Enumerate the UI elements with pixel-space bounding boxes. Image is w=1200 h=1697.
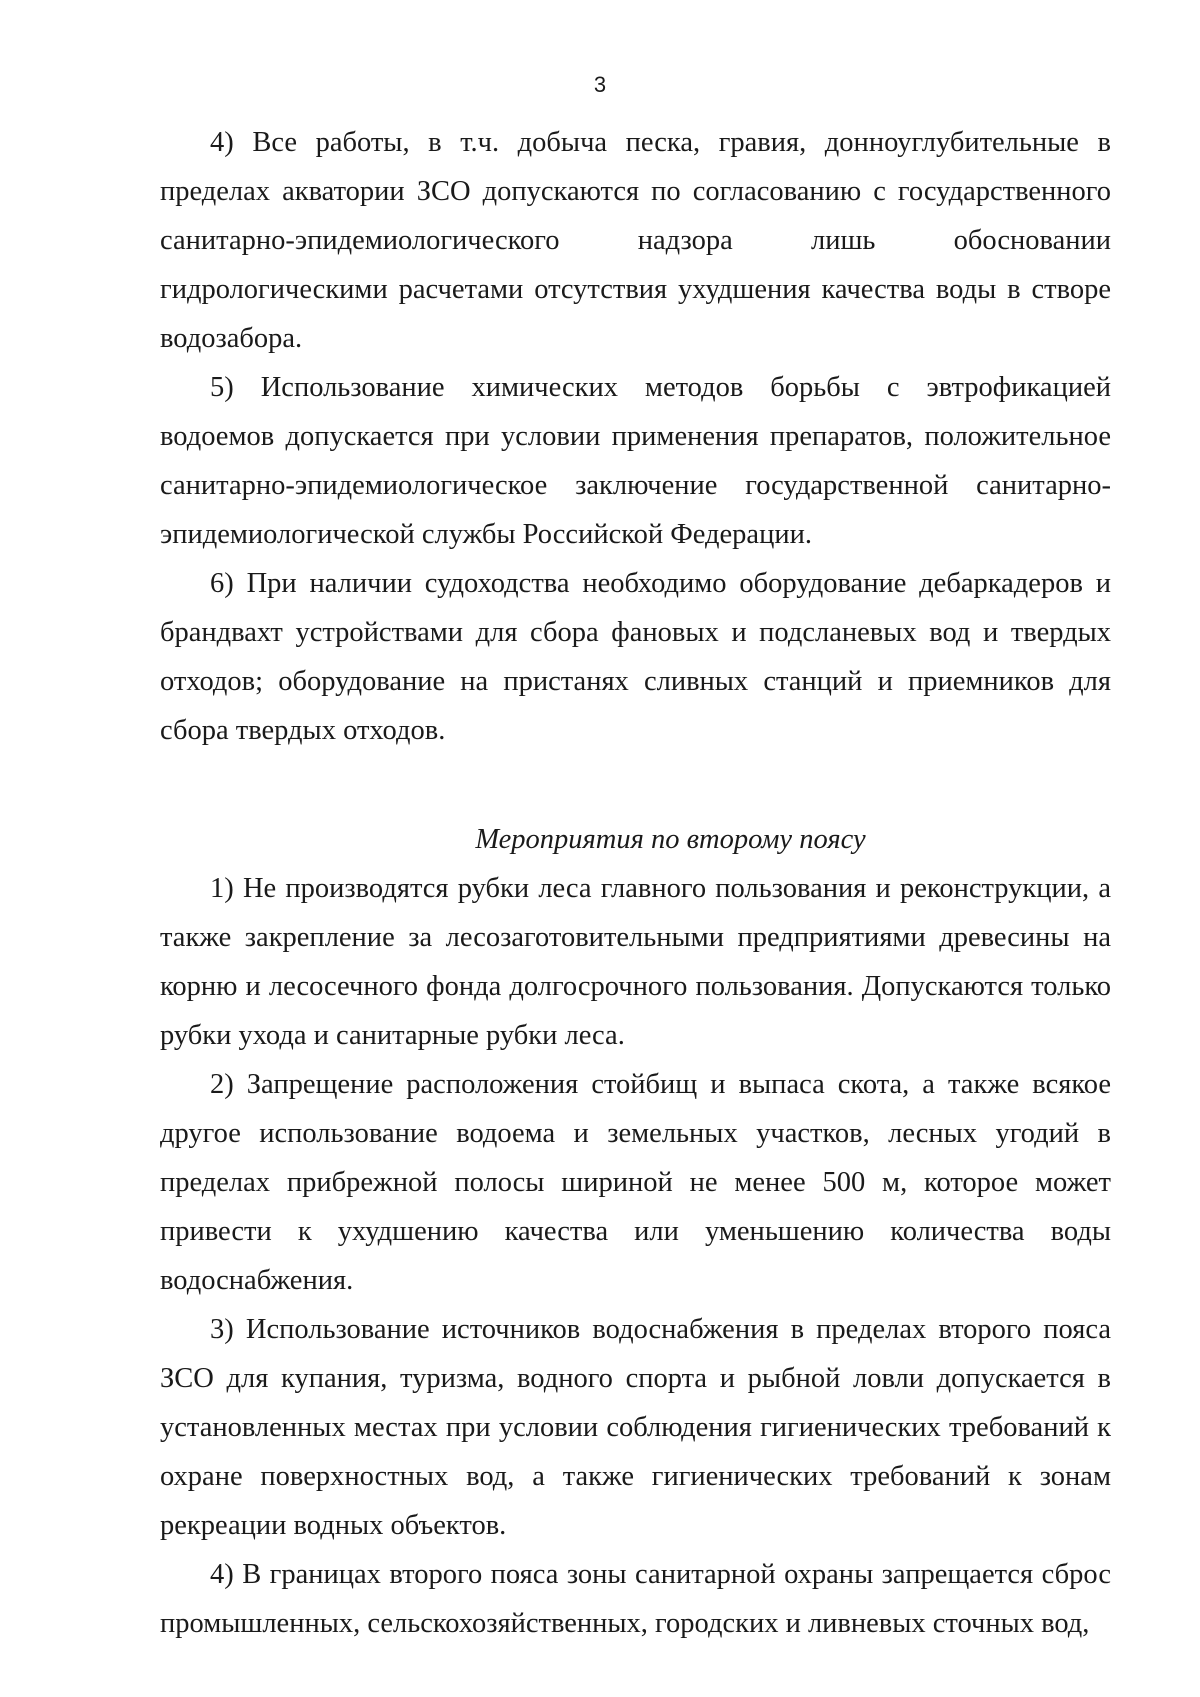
section-heading: Мероприятия по второму поясу: [475, 824, 866, 855]
paragraph-section1-item4: 4) Все работы, в т.ч. добыча песка, гравия, донноуглубительные в пределах акватории ЗСО допускаются по согласованию с государственного санитарно-эпидемиологического надзора лишь обосновании гидрологическими расчетами отсутствия ухудшения качества воды в створе водозабора.: [160, 127, 1111, 354]
section-spacer: [160, 755, 1111, 815]
paragraph-section2-item1: 1) Не производятся рубки леса главного пользования и реконструкции, а также закрепление за лесозаготовительными предприятиями древесины на корню и лесосечного фонда долгосрочного пользования. Допускаются только рубки ухода и санитарные рубки леса.: [160, 873, 1111, 1051]
paragraph-section1-item6: 6) При наличии судоходства необходимо оборудование дебаркадеров и брандвахт устройствами для сбора фановых и подсланевых вод и твердых отходов; оборудование на пристанях сливных станций и приемников для сбора твердых отходов.: [160, 568, 1111, 746]
document-body: [160, 118, 1111, 1648]
page-number: 3: [593, 72, 607, 97]
paragraph-section2-item2: 2) Запрещение расположения стойбищ и выпаса скота, а также всякое другое использование водоема и земельных участков, лесных угодий в пределах прибрежной полосы шириной не менее 500 м, которое может привести к ухудшению качества или уменьшению количества воды водоснабжения.: [160, 1069, 1111, 1296]
paragraph-section2-item3: 3) Использование источников водоснабжения в пределах второго пояса ЗСО для купания, туризма, водного спорта и рыбной ловли допускается в установленных местах при условии соблюдения гигиенических требований к охране поверхностных вод, а также гигиенических требований к зонам рекреации водных объектов.: [160, 1314, 1111, 1541]
paragraph-section2-item4: 4) В границах второго пояса зоны санитарной охраны запрещается сброс промышленных, сельскохозяйственных, городских и ливневых сточных вод,: [160, 1559, 1111, 1639]
paragraph-section1-item5: 5) Использование химических методов борьбы с эвтрофикацией водоемов допускается при условии применения препаратов, положительное санитарно-эпидемиологическое заключение государственной санитарно-эпидемиологической службы Российской Федерации.: [160, 372, 1111, 550]
